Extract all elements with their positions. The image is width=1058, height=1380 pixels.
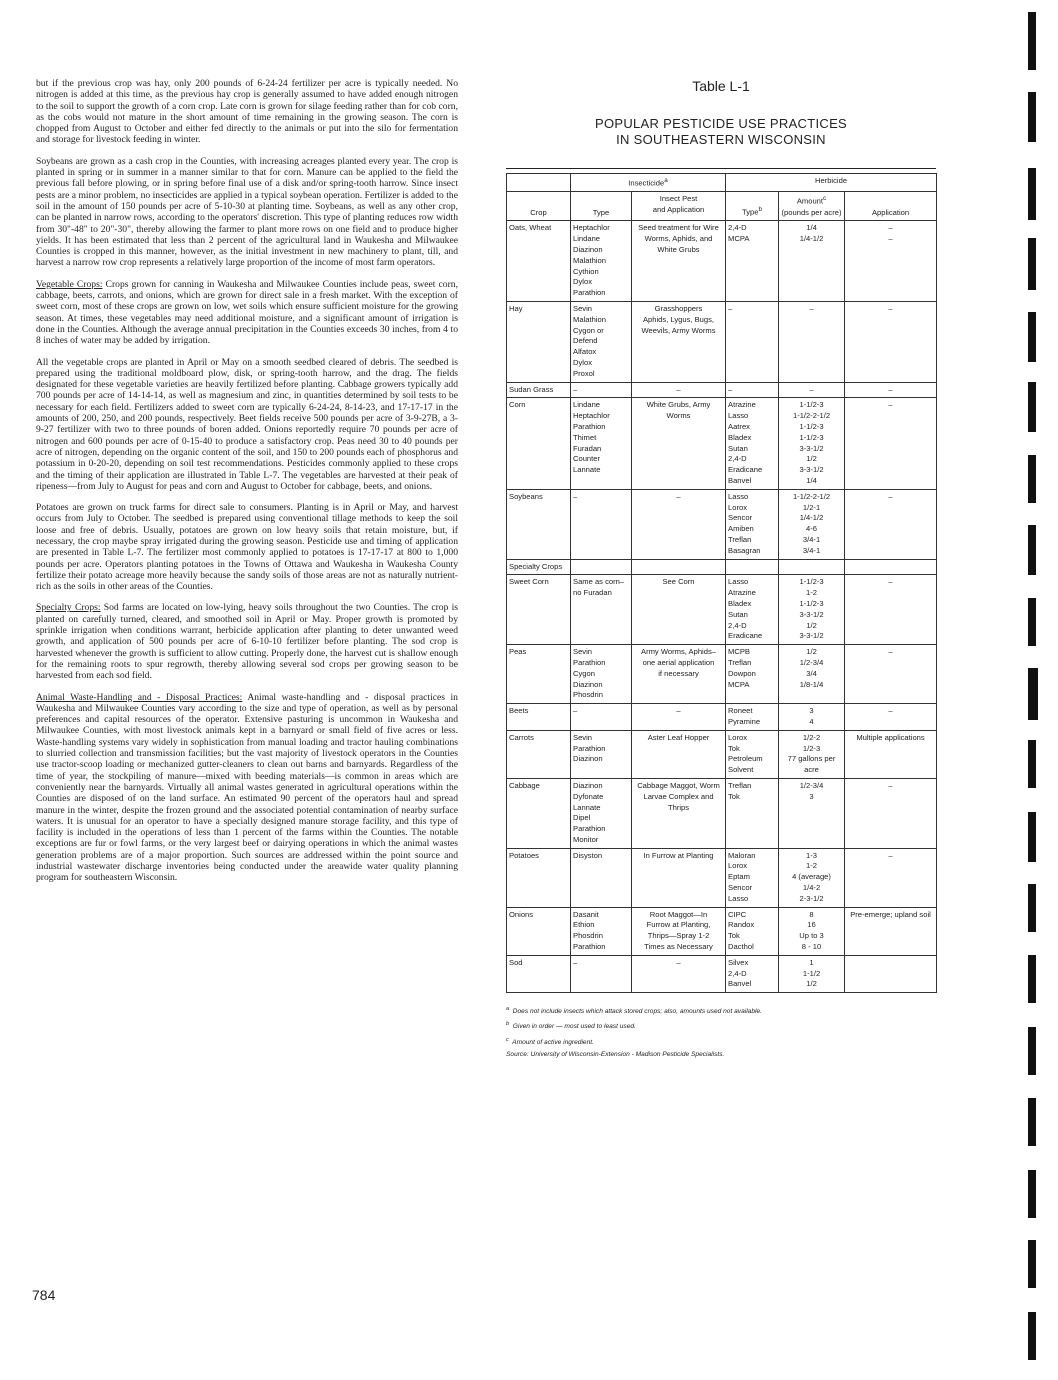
amount-cell: 1/2-2 1/2-3 77 gallons per acre [779, 730, 845, 778]
pesticide-table [506, 173, 937, 993]
herbicide-type-cell: MCPB Treflan Dowpon MCPA [726, 645, 779, 704]
header-amount: Amount$^c$ (pounds per acre) [779, 192, 845, 221]
application-cell: – [845, 704, 937, 731]
table-row [507, 955, 937, 992]
insecticide-type-cell: Sevin Malathion Cygon or Defend Alfatox Dylox Proxol [571, 302, 632, 383]
amount-cell: – [779, 382, 845, 398]
table-row [507, 704, 937, 731]
herbicide-type-cell: Lorox Tok Petroleum Solvent [726, 730, 779, 778]
footnote-c: $^c$ Amount of active ingredient. [506, 1036, 594, 1046]
table-row [507, 645, 937, 704]
herbicide-type-cell: Lasso Atrazine Bladex Sutan 2,4-D Eradicane [726, 575, 779, 645]
amount-cell: 1/2 1/2-3/4 3/4 1/8-1/4 [779, 645, 845, 704]
paragraph-soybeans: Soybeans are grown as a cash crop in the Counties, with increasing acreages planted every year. The crop is planted in spring or in summer in a manner similar to that for corn. Manure can be applied to the field the previous fall before plowing, or in spring before final use of a disk and/or spring-tooth harrow. Since insect pests are a minor problem, no insecticides are applied in a typical soybean operation. Fertilizer is added to the soil in the amount of 150 pounds per acre of 5-10-30 at planting time. Soybeans, as well as any other crop, can be planted in narrow rows, according to the operators' discretion. This type of planting reduces row width from 30"-48" to 20"-30", thereby allowing the farmer to plant more rows on one field and to produce higher yields. It has been estimated that less than 2 percent of the agricultural land in Waukesha and Milwaukee Counties is cropped in this manner, however, as the initial investment in new machinery to plant, till, and harvest a narrow row crop represents a relatively large proportion of the income of most farm operators. [36, 155, 458, 269]
herbicide-type-cell: Lasso Lorox Sencor Amiben Treflan Basagran [726, 489, 779, 559]
insecticide-type-cell: Lindane Heptachlor Parathion Thimet Furadan Counter Lannate [571, 398, 632, 489]
insect-pest-cell: In Furrow at Planting [632, 848, 726, 907]
margin-bar [1028, 168, 1036, 220]
table-row [507, 575, 937, 645]
table-row [507, 730, 937, 778]
margin-bar [1028, 1240, 1036, 1288]
table-title-line-2: IN SOUTHEASTERN WISCONSIN [616, 132, 826, 147]
margin-bar [1028, 525, 1036, 575]
amount-cell: 1-1/2-3 1-1/2-2-1/2 1-1/2-3 1-1/2-3 3-3-1/2 1/2 3-3-1/2 1/4 [779, 398, 845, 489]
insect-pest-cell: Grasshoppers Aphids, Lygus, Bugs, Weevils, Army Worms [632, 302, 726, 383]
insect-pest-cell: Aster Leaf Hopper [632, 730, 726, 778]
application-cell [845, 955, 937, 992]
paragraph-vegetable-crops [36, 279, 458, 347]
herbicide-type-cell: CIPC Randox Tok Dacthol [726, 907, 779, 955]
margin-bar [1028, 598, 1036, 646]
table-title-line-1: POPULAR PESTICIDE USE PRACTICES [594, 116, 848, 131]
footnote-b: $^b$ Given in order — most used to least used. [506, 1021, 636, 1031]
insect-pest-cell [632, 559, 726, 575]
herbicide-type-cell: 2,4-D MCPA [726, 221, 779, 302]
insect-pest-cell: Army Worms, Aphids– one aerial application if necessary [632, 645, 726, 704]
insect-pest-cell: – [632, 489, 726, 559]
crop-cell: Hay [507, 302, 571, 383]
crop-cell: Corn [507, 398, 571, 489]
header-herbicide: Herbicide [726, 174, 937, 192]
insect-pest-cell: See Corn [632, 575, 726, 645]
header-insecticide: Insecticide$^a$ [571, 174, 726, 192]
insecticide-type-cell: Dasanit Ethion Phosdrin Parathion [571, 907, 632, 955]
table-label: Table L-1 [692, 78, 750, 94]
table-row [507, 398, 937, 489]
margin-bar [1028, 955, 1036, 1003]
herbicide-type-cell: Roneet Pyramine [726, 704, 779, 731]
insecticide-type-cell: – [571, 704, 632, 731]
crop-cell: Sweet Corn [507, 575, 571, 645]
table-row [507, 778, 937, 848]
crop-cell: Oats, Wheat [507, 221, 571, 302]
amount-cell: 1 1-1/2 1/2 [779, 955, 845, 992]
insect-pest-cell: White Grubs, Army Worms [632, 398, 726, 489]
application-cell: Multiple applications [845, 730, 937, 778]
margin-bar [1028, 1027, 1036, 1075]
footnote-a: $^a$ Does not include insects which attack stored crops; also, amounts used not available. [506, 1006, 762, 1016]
title-rule [506, 168, 936, 169]
amount-cell: 8 16 Up to 3 8 - 10 [779, 907, 845, 955]
insecticide-type-cell: – [571, 382, 632, 398]
crop-cell: Carrots [507, 730, 571, 778]
table-row [507, 302, 937, 383]
application-cell: – [845, 382, 937, 398]
header-group-row [507, 174, 937, 192]
table-title [506, 116, 936, 148]
table-body [507, 221, 937, 993]
insecticide-type-cell: Diazinon Dyfonate Lannate Dipel Parathion Monitor [571, 778, 632, 848]
margin-bar [1028, 382, 1036, 432]
insecticide-type-cell: – [571, 489, 632, 559]
margin-bar [1028, 1098, 1036, 1146]
table-row [507, 489, 937, 559]
herbicide-type-cell: – [726, 302, 779, 383]
crop-cell: Soybeans [507, 489, 571, 559]
text-specialty-crops: Sod farms are located on low-lying, heavy soils throughout the two Counties. The crop is planted on carefully turned, cleared, and smoothed soil in April or May. Proper growth is promoted by sprinkle irrigation when conditions warrant, herbicide application after planting to deter unwanted weed growth, and application of 500 pounds per acre of 6-10-10 fertilizer before planting. The sod crop is harvested whenever the growth is sufficient to allow cutting. Properly done, the harvest cut is shallow enough for the remaining roots to spur regrowth, thereby allowing several sod crops per growing season to be harvested from each sod field. [36, 602, 459, 682]
table-footnotes [506, 1003, 936, 1061]
margin-bar [1028, 1312, 1036, 1360]
crop-cell: Beets [507, 704, 571, 731]
margin-bar [1028, 668, 1038, 720]
paragraph-animal-waste [36, 692, 458, 884]
table-row [507, 221, 937, 302]
amount-cell: 3 4 [779, 704, 845, 731]
herbicide-type-cell: Atrazine Lasso Aatrex Bladex Sutan 2,4-D Eradicane Banvel [726, 398, 779, 489]
crop-cell: Peas [507, 645, 571, 704]
crop-cell: Sudan Grass [507, 382, 571, 398]
insect-pest-cell: – [632, 955, 726, 992]
margin-bar [1028, 92, 1036, 142]
application-cell: Pre-emerge; upland soil [845, 907, 937, 955]
amount-cell [779, 559, 845, 575]
heading-specialty-crops: Specialty Crops: [36, 602, 101, 614]
amount-cell: 1-1/2-2-1/2 1/2-1 1/4-1/2 4-6 3/4-1 3/4-1 [779, 489, 845, 559]
paragraph-potatoes: Potatoes are grown on truck farms for direct sale to consumers. Planting is in April or May, and harvest occurs from July to October. The seedbed is prepared using conventional tillage methods to keep the soil loose and free of debris. Usually, potatoes are grown on low heavy soils that retain moisture, but, if necessary, the crop maybe spray irrigated during the growing season. Pesticide use and timing of application are presented in Table L-7. The fertilizer most commonly applied to potatoes is 17-17-17 at 800 to 1,000 pounds per acre. Operators planting potatoes in the Towns of Ottawa and Waukesha in Waukesha County fertilize their potato acreage more heavily because the sandy soils of those areas are not as naturally nutrient-rich as the soils in other areas of the Counties. [36, 502, 458, 593]
herbicide-type-cell [726, 559, 779, 575]
application-cell: – [845, 778, 937, 848]
table-source: Source: University of Wisconsin-Extension - Madison Pesticide Specialists. [506, 1050, 725, 1058]
margin-bar [1028, 812, 1036, 862]
paragraph-specialty-crops [36, 602, 458, 681]
insecticide-type-cell: Sevin Parathion Cygon Diazinon Phosdrin [571, 645, 632, 704]
insect-pest-cell: Cabbage Maggot, Worm Larvae Complex and Thrips [632, 778, 726, 848]
header-herbicide-type: Type$^b$ [726, 192, 779, 221]
crop-cell: Sod [507, 955, 571, 992]
insecticide-type-cell: – [571, 955, 632, 992]
margin-bar [1028, 884, 1036, 932]
paragraph-vegetable-planting: All the vegetable crops are planted in April or May on a smooth seedbed cleared of debris. The seedbed is prepared using the traditional moldboard plow, disk, or spring-tooth harrow, and the drag. The fields designated for these vegetable varieties are heavily fertilized before planting. Cabbage growers typically add 700 pounds per acre of 14-14-14, as well as magnesium and zinc, in quantities determined by soil tests to be necessary for each field. Fertilizers added to sweet corn are typically 6-24-24, 8-14-23, and 17-17-17 in the amounts of 200, 250, and 200 pounds, respectively. Beet fields receive 500 pounds per acre of 3-9-27B, a 3-9-27 fertilizer with two to three pounds of boren added. Onions reportedly require 70 pounds per acre of nitrogen and 600 pounds per acre of 0-15-40 to produce a satisfactory crop. Peas need 30 to 40 pounds per acre of nitrogen, depending on the organic content of the soil, and 150 to 200 pounds each of phosphorus and potassium in 0-20-20, depending on soil test recommendations. Pesticides commonly applied to these crops and the timing of their application are illustrated in Table L-7. The vegetables are harvested at their peak of ripeness—from July to August for peas and corn and August to October for cabbage, beets, and onions. [36, 356, 458, 492]
amount-cell: 1-3 1-2 4 (average) 1/4-2 2-3-1/2 [779, 848, 845, 907]
margin-bar [1028, 238, 1036, 290]
margin-bar [1028, 1170, 1036, 1218]
margin-bar [1028, 455, 1036, 503]
application-cell: – [845, 645, 937, 704]
text-animal-waste: Animal waste-handling and - disposal practices in Waukesha and Milwaukee Counties vary according to the size and type of operation, as well as by personal preferences and capital resources of the operator. Extensive pasturing is uncommon in Waukesha and Milwaukee Counties, with most livestock animals kept in a barnyard or small field of five acres or less. Waste-handling systems vary widely in sophistication from manual loading and tractor hauling combinations to slurried collection and transmission facilities; but the vast majority of livestock operators in the Counties use tractor-scoop loading or mechanized gutter-cleaners to clean out barns and barnyards. Regardless of the time of year, the stockpiling of manure—mixed with beeding materials—is common in areas which are conveniently near the barnyards. Virtually all animal wastes generated in agricultural operations within the Counties are disposed of on the land surface. An estimated 90 percent of the operators haul and spread manure in the winter, despite the frozen ground and the associated potential contamination of nearby surface waters. It is unusual for an operator to have a specially designed manure storage facility, and this type of facility is included in the operations of less than 1 percent of the farms within the Counties. The notable exceptions are fur or fowl farms, or the very largest beef or dairying operations in which the animal wastes generation problems are of a major proportion. Such sources are addressed within the point source and industrial wastewater discharge inventories being conducted under the areawide water quality planning program for southeastern Wisconsin. [36, 691, 458, 884]
binding-margin-marks [1022, 0, 1052, 1380]
paragraph-corn-continued: but if the previous crop was hay, only 200 pounds of 6-24-24 fertilizer per acre is typically needed. No nitrogen is added at this time, as the previous hay crop is generally assumed to have added enough nitrogen to the soil to support the growth of a corn crop. Late corn is grown for silage feeding rather than for cob corn, as the cobs would not mature in the short amount of time remaining in the growing season. The corn is chopped from August to October and either fed directly to the animals or put into the silo for fermentation and storage for livestock feeding in winter. [36, 78, 458, 146]
insect-pest-cell: – [632, 382, 726, 398]
table-row [507, 848, 937, 907]
application-cell: – [845, 848, 937, 907]
header-crop: Crop [507, 192, 571, 221]
heading-animal-waste: Animal Waste-Handling and - Disposal Practices: [36, 691, 243, 703]
insecticide-type-cell: Heptachlor Lindane Diazinon Malathion Cythion Dylox Parathion [571, 221, 632, 302]
amount-cell: 1/4 1/4-1/2 [779, 221, 845, 302]
amount-cell: – [779, 302, 845, 383]
application-cell: – [845, 302, 937, 383]
page-number: 784 [32, 1287, 56, 1303]
crop-cell: Specialty Crops [507, 559, 571, 575]
insecticide-type-cell: Disyston [571, 848, 632, 907]
insect-pest-cell: Root Maggot—In Furrow at Planting, Thrips—Spray 1-2 Times as Necessary [632, 907, 726, 955]
herbicide-type-cell: Treflan Tok [726, 778, 779, 848]
table-row [507, 382, 937, 398]
text-vegetable-crops: Crops grown for canning in Waukesha and Milwaukee Counties include peas, sweet corn, cabbage, beets, carrots, and onions, which are grown for direct sale in a fresh market. With the exception of sweet corn, most of these crops are grown on low, wet soils which ensure sufficient moisture for the growing season. At times, these vegetables may need additional moisture, and a significant amount of irrigation is done in the Counties. Although the average annual precipitation in the Counties exceeds 30 inches, from 4 to 8 inches of water may be added by irrigation. [36, 278, 458, 347]
amount-cell: 1/2-3/4 3 [779, 778, 845, 848]
amount-cell: 1-1/2-3 1-2 1-1/2-3 3-3-1/2 1/2 3-3-1/2 [779, 575, 845, 645]
header-insect-pest: Insect Pest and Application [632, 192, 726, 221]
table-row [507, 907, 937, 955]
insecticide-type-cell [571, 559, 632, 575]
herbicide-type-cell: Maloran Lorox Eptam Sencor Lasso [726, 848, 779, 907]
application-cell [845, 559, 937, 575]
body-text-column [36, 78, 458, 894]
herbicide-type-cell: – [726, 382, 779, 398]
application-cell: – [845, 575, 937, 645]
header-application: Application [845, 192, 937, 221]
insecticide-type-cell: Sevin Parathion Diazinon [571, 730, 632, 778]
insect-pest-cell: – [632, 704, 726, 731]
heading-vegetable-crops: Vegetable Crops: [36, 278, 103, 290]
margin-bar [1028, 12, 1036, 70]
application-cell: – [845, 489, 937, 559]
crop-cell: Onions [507, 907, 571, 955]
crop-cell: Cabbage [507, 778, 571, 848]
margin-bar [1028, 740, 1036, 788]
margin-bar [1028, 312, 1036, 362]
insecticide-type-cell: Same as corn– no Furadan [571, 575, 632, 645]
insect-pest-cell: Seed treatment for Wire Worms, Aphids, and White Grubs [632, 221, 726, 302]
header-blank [507, 174, 571, 192]
crop-cell: Potatoes [507, 848, 571, 907]
table-row [507, 559, 937, 575]
herbicide-type-cell: Silvex 2,4-D Banvel [726, 955, 779, 992]
header-insecticide-type: Type [571, 192, 632, 221]
application-cell: – – [845, 221, 937, 302]
application-cell: – [845, 398, 937, 489]
header-column-row [507, 192, 937, 221]
table-section [506, 78, 936, 1061]
